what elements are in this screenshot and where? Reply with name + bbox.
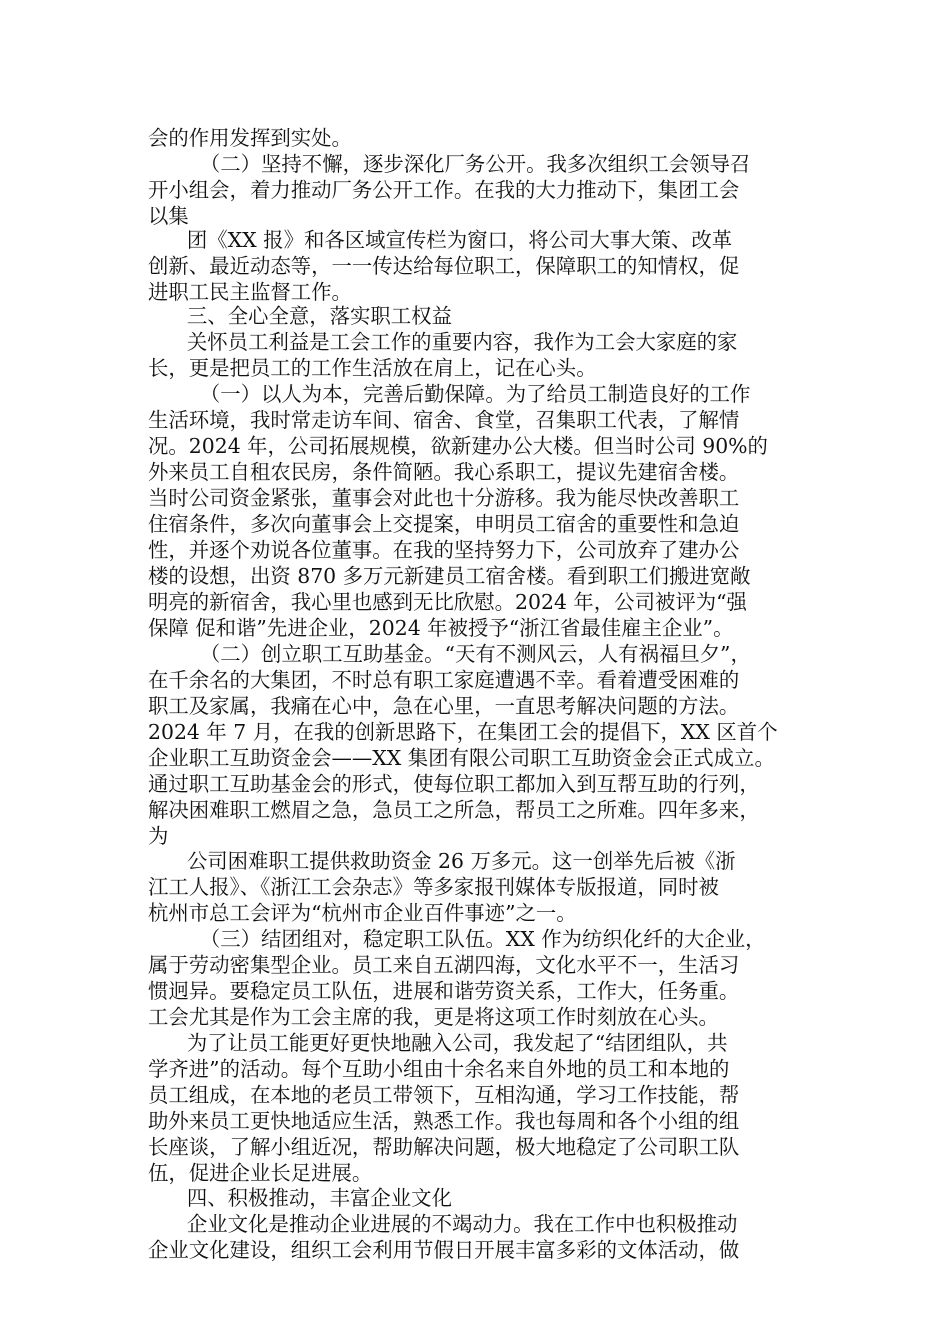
text-line: 长座谈，了解小组近况，帮助解决问题，极大地稳定了公司职工队 [148, 1135, 740, 1159]
text-line: 楼的设想，出资 870 多万元新建员工宿舍楼。看到职工们搬进宽敞 [148, 564, 751, 588]
text-line: 江工人报》、《浙江工会杂志》等多家报刊媒体专版报道，同时被 [148, 875, 719, 899]
text-line: 进职工民主监督工作。 [148, 280, 352, 304]
text-line: 企业职工互助资金会——XX 集团有限公司职工互助资金会正式成立。 [148, 746, 775, 770]
text-line: 开小组会，着力推动厂务公开工作。在我的大力推动下，集团工会 [148, 178, 740, 202]
text-line: 为了让员工能更好更快地融入公司，我发起了“结团组队，共 [148, 1031, 728, 1055]
text-line: 关怀员工利益是工会工作的重要内容，我作为工会大家庭的家 [148, 330, 738, 354]
text-line: 学齐进”的活动。每个互助小组由十余名来自外地的员工和本地的 [148, 1057, 730, 1081]
section-heading: 四、积极推动，丰富企业文化 [148, 1186, 452, 1210]
section-heading: 三、全心全意，落实职工权益 [148, 304, 452, 328]
text-line: 住宿条件，多次向董事会上交提案，申明员工宿舍的重要性和急迫 [148, 512, 740, 536]
text-line: 杭州市总工会评为“杭州市企业百件事迹”之一。 [148, 901, 577, 925]
text-line: 通过职工互助基金会的形式，使每位职工都加入到互帮互助的行列， [148, 772, 760, 796]
text-line: 以集 [148, 204, 189, 228]
text-line: （一）以人为本，完善后勤保障。为了给员工制造良好的工作 [148, 382, 751, 406]
text-line: 属于劳动密集型企业。员工来自五湖四海，文化水平不一，生活习 [148, 953, 740, 977]
text-line: 明亮的新宿舍，我心里也感到无比欣慰。2024 年，公司被评为“强 [148, 590, 747, 614]
text-line: 长，更是把员工的工作生活放在肩上，记在心头。 [148, 356, 597, 380]
text-line: 工会尤其是作为工会主席的我，更是将这项工作时刻放在心头。 [148, 1005, 719, 1029]
text-line: 2024 年 7 月，在我的创新思路下，在集团工会的提倡下，XX 区首个 [148, 720, 778, 744]
text-line: 当时公司资金紧张，董事会对此也十分游移。我为能尽快改善职工 [148, 486, 740, 510]
text-line: 保障 促和谐”先进企业，2024 年被授予“浙江省最佳雇主企业”。 [148, 616, 734, 640]
text-line: 伍，促进企业长足进展。 [148, 1161, 373, 1185]
text-line: （二）创立职工互助基金。“天有不测风云，人有祸福旦夕”， [148, 642, 751, 666]
text-line: 外来员工自租农民房，条件简陋。我心系职工，提议先建宿舍楼。 [148, 460, 740, 484]
text-line: （二）坚持不懈，逐步深化厂务公开。我多次组织工会领导召 [148, 152, 751, 176]
text-line: 性，并逐个劝说各位董事。在我的坚持努力下，公司放弃了建办公 [148, 538, 740, 562]
text-line: 解决困难职工燃眉之急，急员工之所急，帮员工之所难。四年多来， [148, 798, 760, 822]
text-line: 在千余名的大集团，不时总有职工家庭遭遇不幸。看着遭受困难的 [148, 668, 740, 692]
text-line: 惯迥异。要稳定员工队伍，进展和谐劳资关系，工作大，任务重。 [148, 979, 740, 1003]
text-line: 为 [148, 824, 169, 848]
text-line: 企业文化建设，组织工会利用节假日开展丰富多彩的文体活动，做 [148, 1238, 740, 1262]
text-line: 团《XX 报》和各区域宣传栏为窗口，将公司大事大策、改革 [148, 228, 733, 252]
text-line: 助外来员工更快地适应生活，熟悉工作。我也每周和各个小组的组 [148, 1109, 740, 1133]
text-line: 企业文化是推动企业进展的不竭动力。我在工作中也积极推动 [148, 1212, 738, 1236]
text-line: 况。2024 年，公司拓展规模，欲新建办公大楼。但当时公司 90%的 [148, 434, 768, 458]
text-line: 创新、最近动态等，一一传达给每位职工，保障职工的知情权，促 [148, 254, 740, 278]
text-line: 公司困难职工提供救助资金 26 万多元。这一创举先后被《浙 [148, 849, 736, 873]
text-line: 员工组成，在本地的老员工带领下，互相沟通，学习工作技能，帮 [148, 1083, 740, 1107]
text-line: 生活环境，我时常走访车间、宿舍、食堂，召集职工代表，了解情 [148, 408, 740, 432]
text-line: （三）结团组对，稳定职工队伍。XX 作为纺织化纤的大企业， [148, 927, 766, 951]
text-line: 职工及家属，我痛在心中，急在心里，一直思考解决问题的方法。 [148, 694, 740, 718]
text-line: 会的作用发挥到实处。 [148, 126, 352, 150]
